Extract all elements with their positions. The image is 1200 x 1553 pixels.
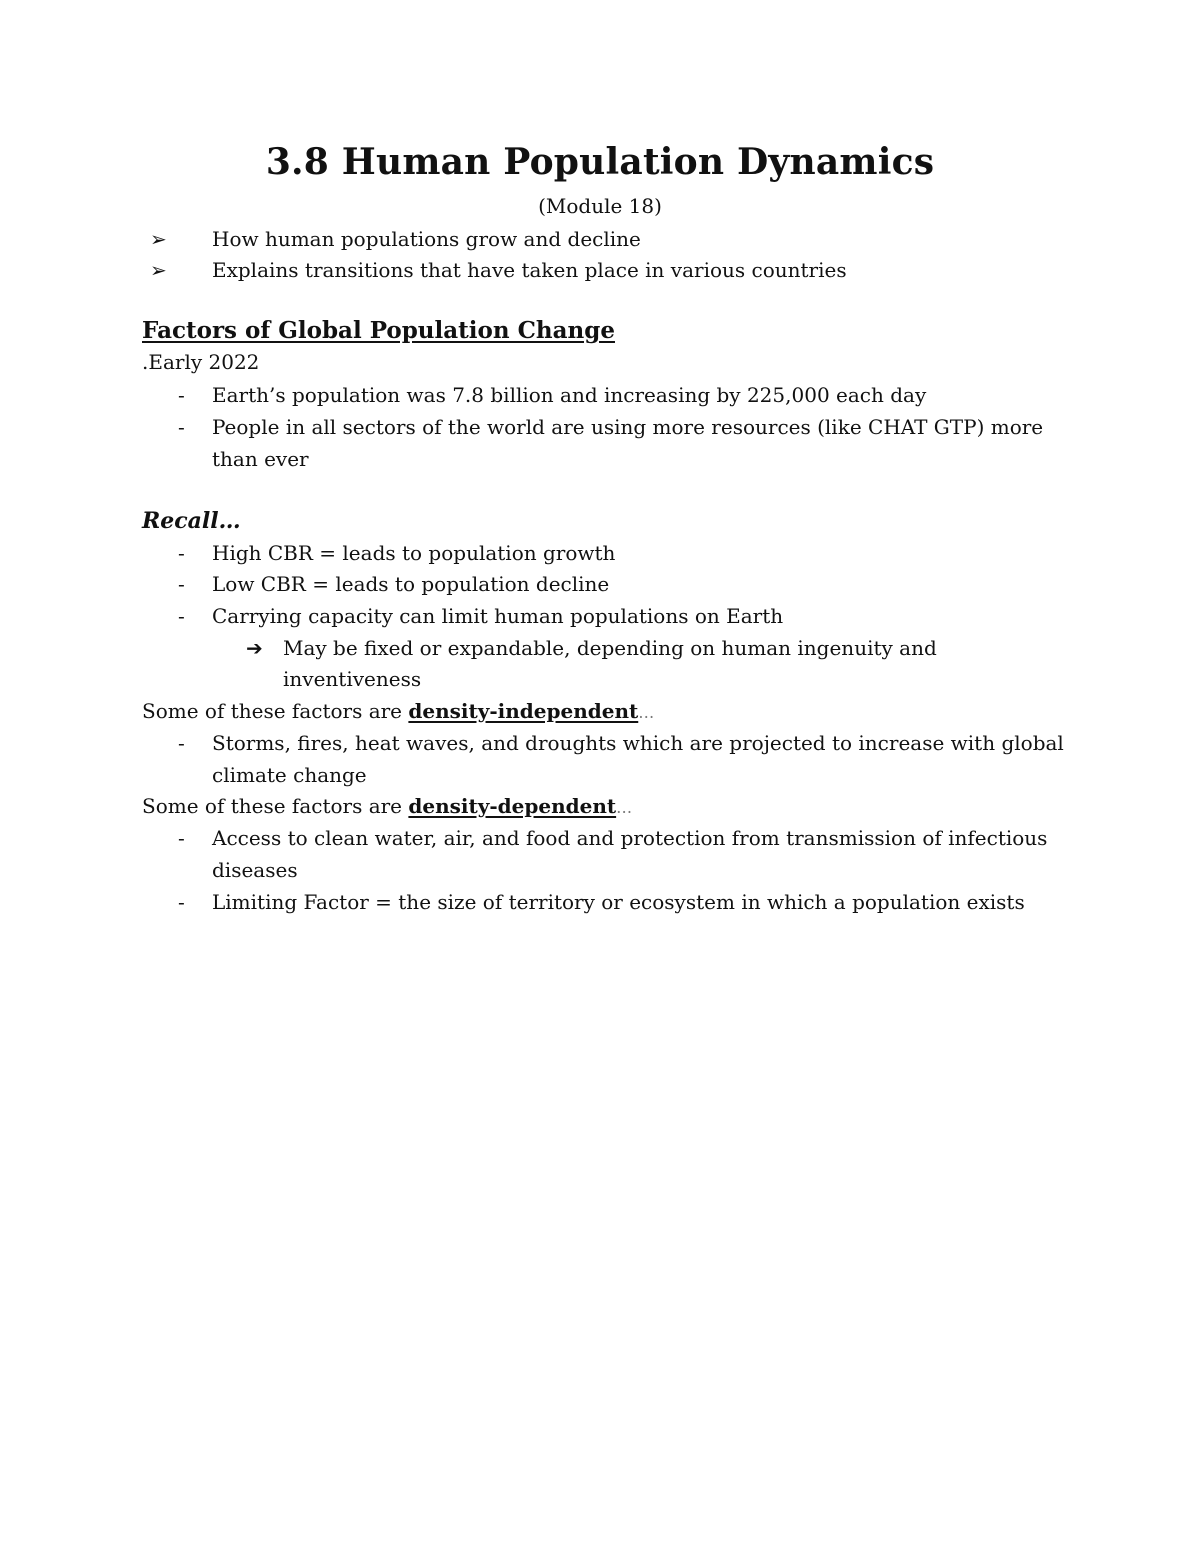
density-independent-item-continued: climate change <box>212 763 367 787</box>
recall-item-2: Low CBR = leads to population decline <box>212 572 610 596</box>
document-title: 3.8 Human Population Dynamics <box>265 141 935 183</box>
recall-item-3: Carrying capacity can limit human populations on Earth <box>212 604 784 628</box>
intro-bullet-2: Explains transitions that have taken place in various countries <box>212 258 847 282</box>
density-independent-item: Storms, fires, heat waves, and droughts which are projected to increase with global <box>212 731 1064 755</box>
dash-bullet-icon: - <box>178 415 185 439</box>
density-dependent-intro <box>142 791 632 823</box>
intro-bullet-1: How human populations grow and decline <box>212 227 641 251</box>
factors-item-1: Earth’s population was 7.8 billion and increasing by 225,000 each day <box>212 383 927 407</box>
dash-bullet-icon: - <box>178 572 185 596</box>
factors-heading: Factors of Global Population Change <box>142 317 615 344</box>
dash-bullet-icon: - <box>178 731 185 755</box>
density-dependent-item-1-continued: diseases <box>212 858 298 882</box>
date-label: .Early 2022 <box>142 350 260 374</box>
document-subtitle: (Module 18) <box>538 194 662 218</box>
dash-bullet-icon: - <box>178 890 185 914</box>
recall-item-1: High CBR = leads to population growth <box>212 541 616 565</box>
arrowhead-bullet-icon: ➢ <box>150 258 167 282</box>
dash-bullet-icon: - <box>178 541 185 565</box>
factors-item-2: People in all sectors of the world are using more resources (like CHAT GTP) more <box>212 415 1044 439</box>
factors-item-2-continued: than ever <box>212 447 309 471</box>
density-independent-intro <box>142 696 654 728</box>
recall-sub-item: May be fixed or expandable, depending on human ingenuity and <box>283 636 937 660</box>
dash-bullet-icon: - <box>178 604 185 628</box>
density-independent-ellipsis: … <box>638 703 655 722</box>
arrowhead-bullet-icon: ➢ <box>150 227 167 251</box>
density-independent-lead: Some of these factors are <box>142 699 409 723</box>
density-independent-term: density-independent <box>408 699 639 723</box>
arrow-bullet-icon: ➔ <box>246 636 263 660</box>
density-dependent-ellipsis: … <box>616 798 633 817</box>
density-dependent-term: density-dependent <box>408 794 617 818</box>
dash-bullet-icon: - <box>178 826 185 850</box>
dash-bullet-icon: - <box>178 383 185 407</box>
density-dependent-item-1: Access to clean water, air, and food and protection from transmission of infectious <box>212 826 1048 850</box>
density-dependent-lead: Some of these factors are <box>142 794 409 818</box>
density-dependent-item-2: Limiting Factor = the size of territory or ecosystem in which a population exists <box>212 890 1025 914</box>
recall-heading: Recall… <box>142 508 241 534</box>
recall-sub-item-continued: inventiveness <box>283 667 422 691</box>
